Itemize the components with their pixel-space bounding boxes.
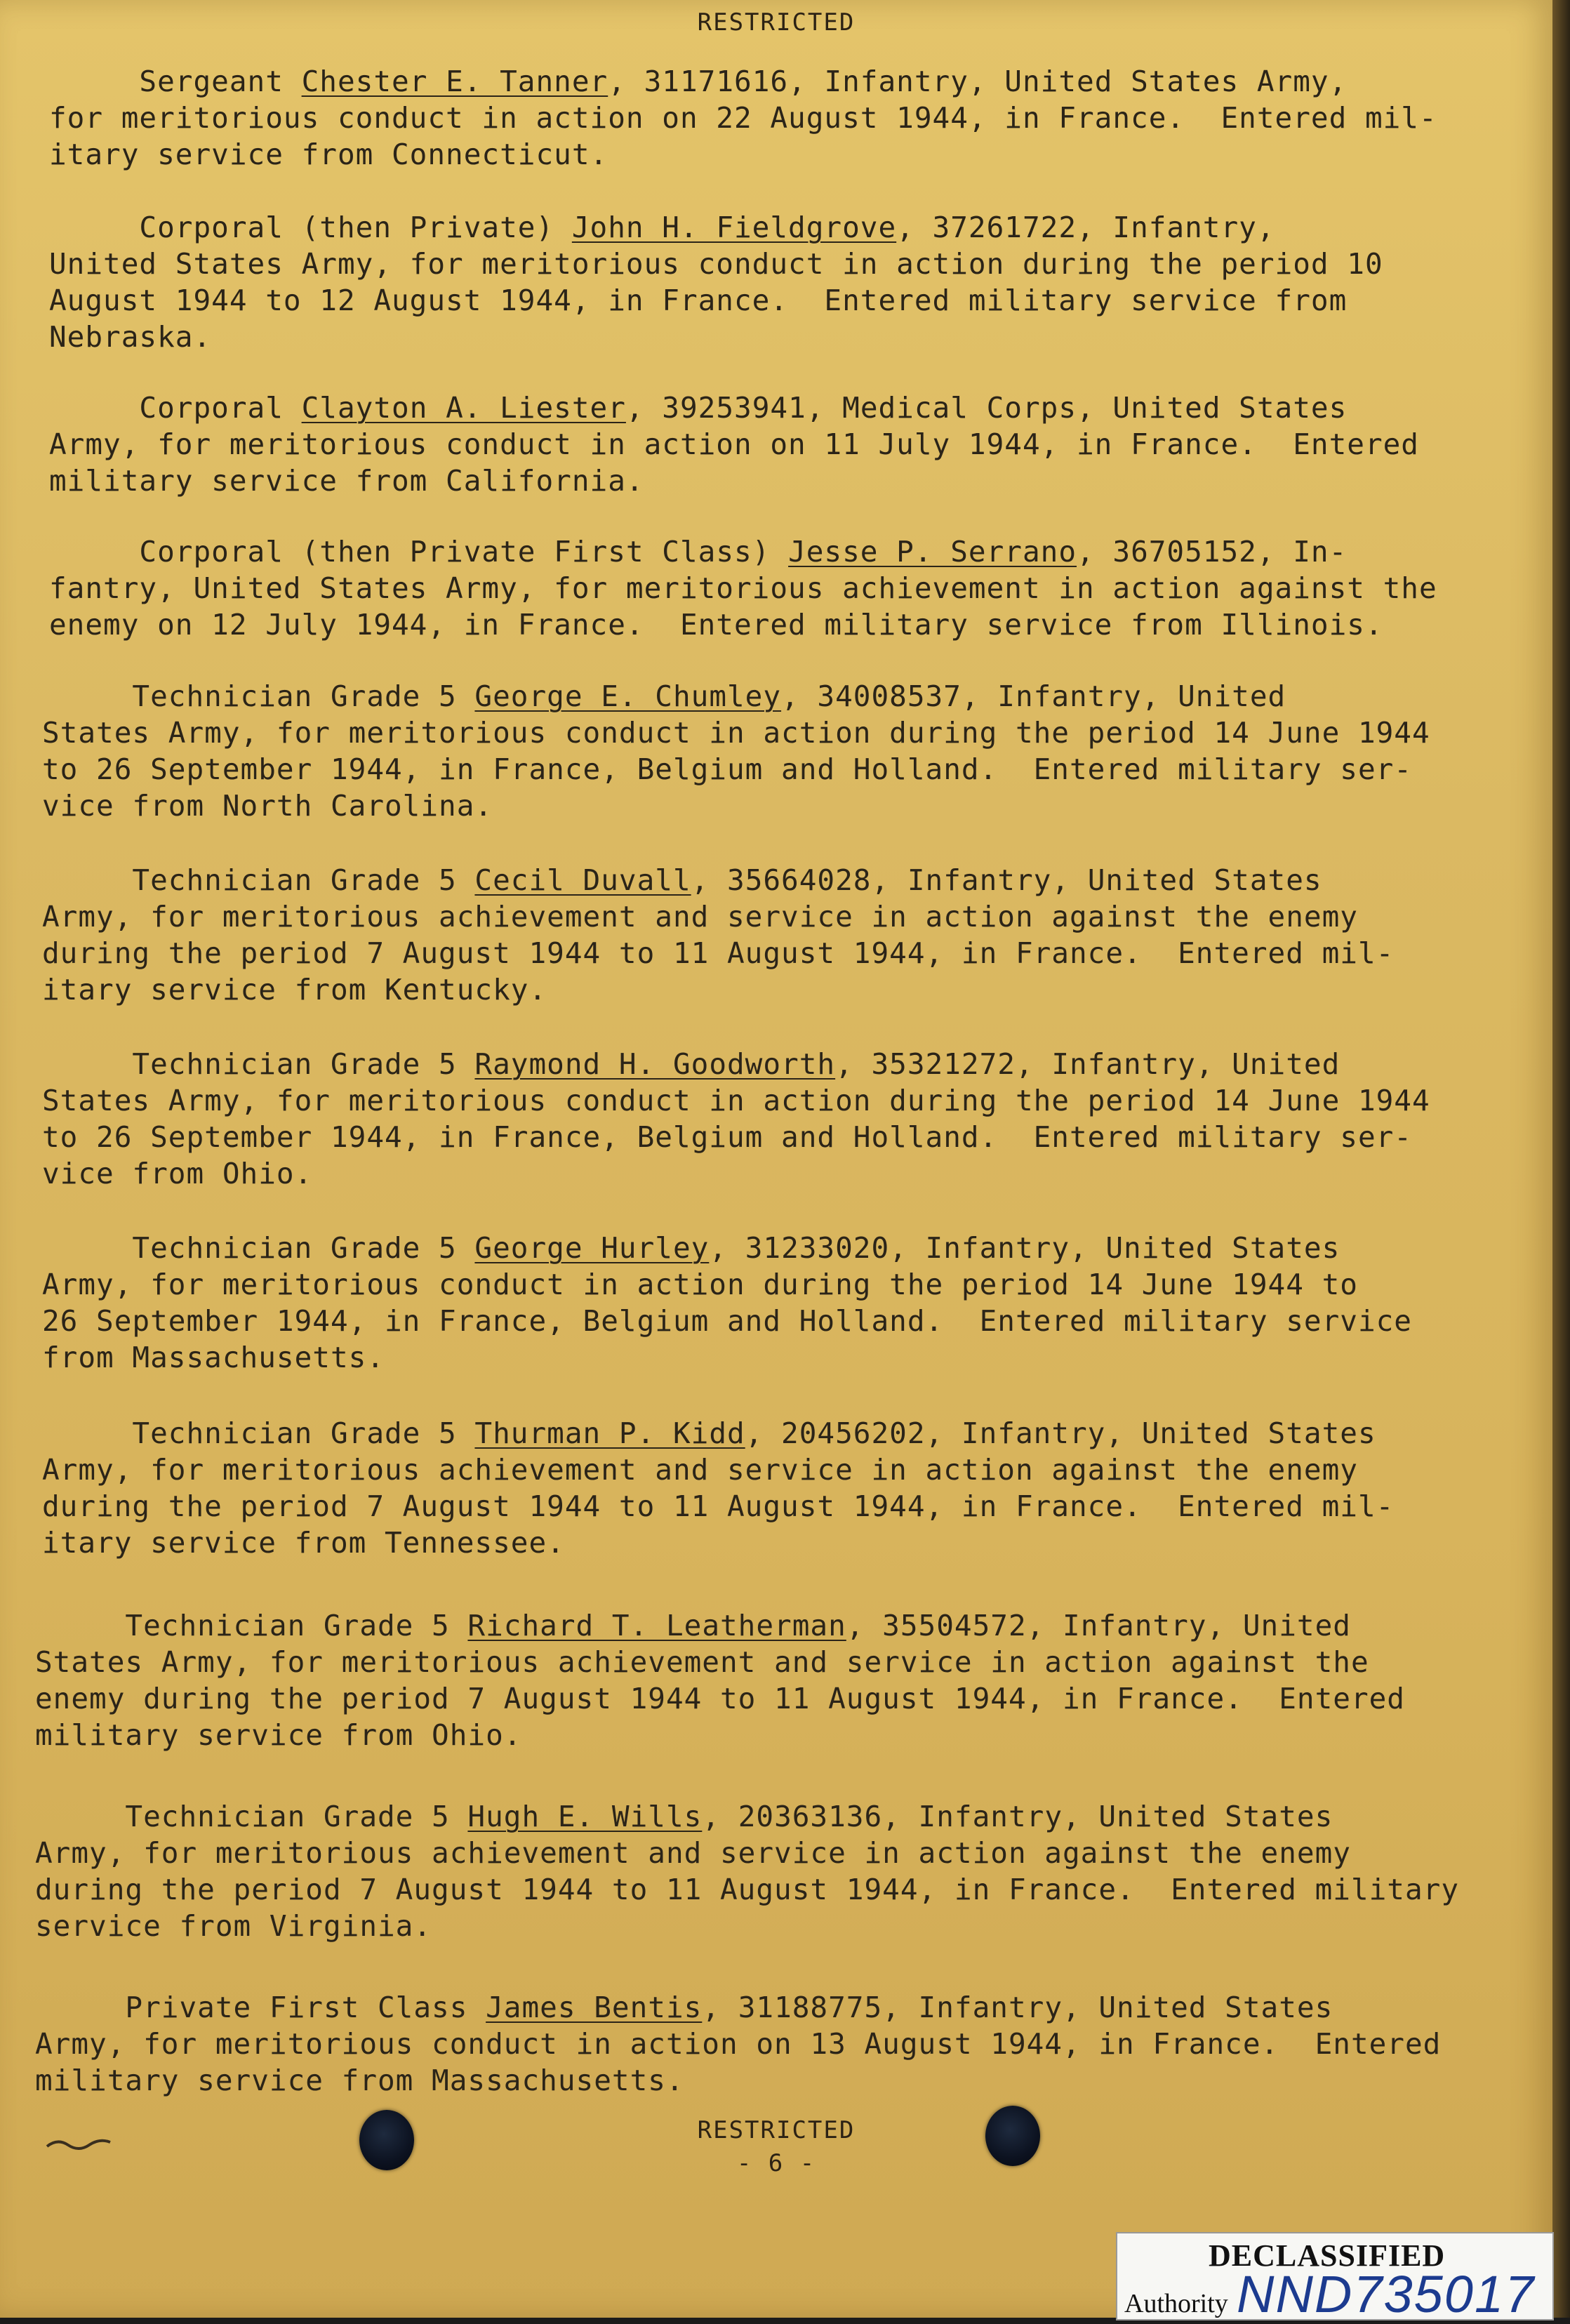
paragraph-indent (42, 679, 132, 713)
soldier-name: Cecil Duvall (474, 863, 691, 897)
serial-unit-text: , 31233020, Infantry, United States (709, 1231, 1341, 1265)
citation-entry (42, 862, 1394, 1008)
rank-text: Technician Grade 5 (132, 1231, 475, 1265)
citation-entry (49, 390, 1419, 499)
serial-unit-text: , 31188775, Infantry, United States (702, 1991, 1333, 2024)
rank-text: Technician Grade 5 (132, 679, 475, 713)
soldier-name: James Bentis (486, 1991, 703, 2024)
rank-text: Corporal (139, 391, 302, 425)
declassified-stamp (1116, 2232, 1554, 2323)
citation-body: fantry, United States Army, for meritorious achievement in action against the enemy on 12 July 1944, in France. Entered military service from Illinois. (49, 571, 1437, 642)
serial-unit-text: , 37261722, Infantry, (896, 211, 1275, 244)
paragraph-indent (49, 391, 139, 425)
soldier-name: Chester E. Tanner (301, 65, 608, 98)
serial-unit-text: , 35664028, Infantry, United States (691, 863, 1322, 897)
stamp-authority-label: Authority (1124, 2289, 1228, 2318)
rank-text: Technician Grade 5 (132, 1416, 475, 1450)
soldier-name: Hugh E. Wills (467, 1800, 703, 1833)
citation-body: United States Army, for meritorious conduct in action during the period 10 August 1944 to 12 August 1944, in France. Entered military service from Nebraska. (49, 247, 1383, 354)
paragraph-indent (42, 1231, 132, 1265)
paragraph-indent (42, 863, 132, 897)
citation-entry (49, 209, 1383, 355)
soldier-name: Raymond H. Goodworth (474, 1047, 836, 1081)
soldier-name: George Hurley (474, 1231, 710, 1265)
citation-body: States Army, for meritorious conduct in action during the period 14 June 1944 to 26 September 1944, in France, Belgium and Holland. Entered military ser- vice from Ohio. (42, 1084, 1430, 1190)
citation-body: States Army, for meritorious conduct in action during the period 14 June 1944 to 26 September 1944, in France, Belgium and Holland. Entered military ser- vice from North Carolina. (42, 716, 1430, 823)
soldier-name: John H. Fieldgrove (571, 211, 897, 244)
citation-entry (42, 1230, 1412, 1376)
rank-text: Corporal (then Private) (139, 211, 572, 244)
paragraph-indent (42, 1047, 132, 1081)
soldier-name: George E. Chumley (474, 679, 782, 713)
citation-body: Army, for meritorious conduct in action on 11 July 1944, in France. Entered military service from California. (49, 427, 1419, 498)
serial-unit-text: , 36705152, In- (1077, 535, 1348, 569)
paragraph-indent (35, 1609, 125, 1642)
citation-entry (35, 1798, 1459, 1944)
serial-unit-text: , 34008537, Infantry, United (781, 679, 1286, 713)
page-number: - 6 - (736, 2149, 816, 2177)
rank-text: Sergeant (139, 65, 302, 98)
citation-body: for meritorious conduct in action on 22 August 1944, in France. Entered mil- itary service from Connecticut. (49, 101, 1437, 171)
stamp-authority-number: NND735017 (1237, 2265, 1536, 2323)
rank-text: Private First Class (125, 1991, 486, 2024)
citation-body: Army, for meritorious achievement and service in action against the enemy during the period 7 August 1944 to 11 August 1944, in France. Entered military service from Virginia. (35, 1836, 1460, 1943)
citation-body: States Army, for meritorious achievement and service in action against the enemy during the period 7 August 1944 to 11 August 1944, in France. Entered military service from Ohio. (35, 1645, 1405, 1752)
paragraph-indent (35, 1800, 125, 1833)
serial-unit-text: , 35321272, Infantry, United (835, 1047, 1341, 1081)
rank-text: Technician Grade 5 (125, 1800, 468, 1833)
rank-text: Technician Grade 5 (125, 1609, 468, 1642)
citation-entry (42, 678, 1430, 824)
citation-body: Army, for meritorious achievement and service in action against the enemy during the period 7 August 1944 to 11 August 1944, in France. Entered mil- itary service from Kentucky. (42, 900, 1395, 1007)
stamp-title: DECLASSIFIED (1209, 2238, 1446, 2273)
paragraph-indent (35, 1991, 125, 2024)
paragraph-indent (49, 211, 139, 244)
serial-unit-text: , 39253941, Medical Corps, United States (625, 391, 1348, 425)
citation-entry (35, 1607, 1405, 1753)
paragraph-indent (42, 1416, 132, 1450)
serial-unit-text: , 20363136, Infantry, United States (702, 1800, 1333, 1833)
soldier-name: Jesse P. Serrano (788, 535, 1077, 569)
rank-text: Corporal (then Private First Class) (139, 535, 789, 569)
citation-entry (42, 1415, 1394, 1561)
soldier-name: Richard T. Leatherman (467, 1609, 846, 1642)
citation-entry (49, 533, 1437, 643)
soldier-name: Thurman P. Kidd (474, 1416, 745, 1450)
citation-body: Army, for meritorious achievement and service in action against the enemy during the period 7 August 1944 to 11 August 1944, in France. Entered mil- itary service from Tennessee. (42, 1453, 1395, 1560)
classification-footer: RESTRICTED (697, 2116, 856, 2144)
page-edge-shadow (1552, 0, 1570, 2318)
rank-text: Technician Grade 5 (132, 1047, 475, 1081)
citation-entry (42, 1046, 1430, 1192)
citation-entry (35, 1989, 1441, 2099)
soldier-name: Clayton A. Liester (301, 391, 626, 425)
rank-text: Technician Grade 5 (132, 863, 475, 897)
serial-unit-text: , 31171616, Infantry, United States Army, (608, 65, 1348, 98)
citation-body: Army, for meritorious conduct in action on 13 August 1944, in France. Entered military service from Massachusetts. (35, 2027, 1442, 2097)
classification-header: RESTRICTED (697, 8, 856, 36)
paragraph-indent (49, 65, 139, 98)
citation-body: Army, for meritorious conduct in action during the period 14 June 1944 to 26 September 1944, in France, Belgium and Holland. Entered military service from Massachusetts. (42, 1268, 1412, 1374)
serial-unit-text: , 35504572, Infantry, United (846, 1609, 1351, 1642)
citation-entry (49, 63, 1437, 173)
paragraph-indent (49, 535, 139, 569)
serial-unit-text: , 20456202, Infantry, United States (745, 1416, 1376, 1450)
